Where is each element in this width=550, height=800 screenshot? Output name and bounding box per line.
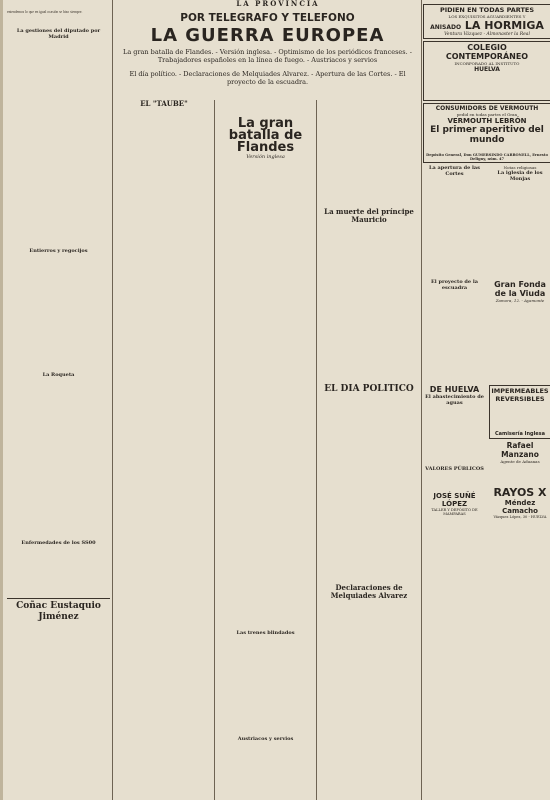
left-column (7, 10, 110, 795)
article-heading: La muerte del príncipe Mauricio (324, 207, 414, 224)
ad-subline: INCORPORADO AL INSTITUTO (454, 61, 520, 66)
article-heading: La iglesia de los Monjas (497, 170, 543, 182)
article-body (319, 600, 419, 780)
ad-headline: CONSUMIDORS DE VERMOUTH (435, 105, 539, 112)
left-heading: Entierros y regocijos (29, 248, 88, 255)
article-body (217, 636, 314, 736)
article-title: La gran batalla de Flandes (228, 116, 303, 155)
ad-la-hormiga (423, 4, 550, 39)
column-divider (214, 100, 215, 800)
left-body-text (7, 254, 110, 372)
article-body (319, 100, 419, 208)
ad-subline: Zamora, 12. - Ayamonte (495, 298, 545, 303)
article-heading: La apertura de las Cortes (429, 165, 480, 177)
ad-subline: Méndez Camacho (502, 499, 538, 515)
article-body (217, 160, 314, 630)
article-body (217, 742, 314, 795)
center-column-a (116, 100, 212, 795)
ad-vermouth (423, 103, 550, 163)
left-heading: La gestiones del diputado por Madrid (16, 28, 101, 41)
section-label: Notas religiosas (503, 165, 537, 170)
values-heading: VALORES PÚBLICOS (425, 466, 484, 472)
column-divider (421, 0, 422, 800)
article-body (319, 394, 419, 584)
ad-headline: El primer aperitivo del mundo (430, 125, 544, 145)
column-divider (112, 0, 113, 800)
telegraph-header: POR TELEGRAFO Y TELEFONO (180, 12, 355, 24)
left-heading: Enfermedades de los SS00 (21, 540, 96, 547)
ad-city: HUELVA (474, 66, 500, 73)
ad-subline: Camisería Inglesa (494, 431, 546, 437)
ad-headline: JOSÉ SUÑÉ LÓPEZ (433, 492, 476, 508)
column-divider (316, 100, 317, 800)
article-heading: Austriacos y servios (237, 736, 294, 742)
left-body-text (7, 378, 110, 540)
article-heading: El abastecimiento de aguas (425, 394, 484, 406)
headline-subhead-2: El día político. - Declaraciones de Melquiades Alvarez. - Apertura de las Cortes. - El proyecto de la escuadra. (129, 70, 406, 86)
article-heading: EL DIA POLITICO (324, 384, 414, 394)
ad-headline: COLEGIO CONTEMPORÁNEO (445, 43, 529, 61)
ad-brand: ANISADO (430, 24, 462, 31)
ad-maker: Ventura Vázquez - Almonaster la Real (444, 32, 530, 37)
ad-address: Vázquez López, 30 - HUELVA (493, 515, 547, 519)
ad-headline: Rafael Manzano (501, 441, 539, 459)
article-heading: Declaraciones de Melquiades Alvarez (330, 583, 408, 600)
article-heading: Las trenes blindados (236, 630, 295, 636)
ad-subline: Agente de Aduanas (500, 459, 540, 464)
left-body-text: entendemos lo que en igual ocasión se hizo siempre. (7, 10, 83, 14)
masthead-title: LA PROVINCIA (236, 0, 320, 8)
center-column-c (319, 100, 419, 795)
ad-brand: LA HORMIGA (464, 19, 544, 32)
article-heading: El proyecto de la escuadra (431, 279, 478, 291)
ad-subline: LOS EXQUISITOS AGUARDIENTES Y (448, 14, 526, 19)
center-column-b (217, 100, 314, 795)
ad-colegio (423, 41, 550, 101)
ad-headline: RAYOS X (493, 486, 547, 499)
ad-headline: PIDIEN EN TODAS PARTES (439, 6, 535, 14)
article-title: EL "TAUBE" (140, 100, 188, 108)
article-body (319, 224, 419, 384)
ad-address: Depósito General, Don GUMERSINDO CARBONELL, Ernesto Deligny, núm. 47 (426, 153, 548, 161)
left-body-text (7, 40, 110, 248)
left-footer-ad: Coñac Eustaquio Jiménez (16, 601, 101, 623)
article-body (116, 108, 212, 788)
ad-headline: DE HUELVA (429, 385, 480, 394)
article-subtitle: Versión inglesa (246, 154, 285, 160)
left-body-text (7, 546, 110, 596)
ad-headline: Gran Fonda de la Viuda (494, 280, 546, 298)
ad-subline: pedid en todas partes el Gran (456, 112, 518, 117)
right-column (423, 4, 550, 796)
ad-brand: VERMOUTH LEBRÓN (447, 117, 527, 125)
left-heading: La Roqueta (42, 372, 75, 379)
headline-subhead: La gran batalla de Flandes. - Versión inglesa. - Optimismo de los periódicos franceses. - Trabajadores españoles en la línea de fuego. - Austriacos y servios (123, 48, 412, 64)
ad-headline: IMPERMEABLES REVERSIBLES (491, 387, 549, 403)
main-headline: LA GUERRA EUROPEA (150, 25, 385, 46)
ad-subline: TALLER Y DEPÓSITO DE MAMPARAS (431, 508, 478, 516)
